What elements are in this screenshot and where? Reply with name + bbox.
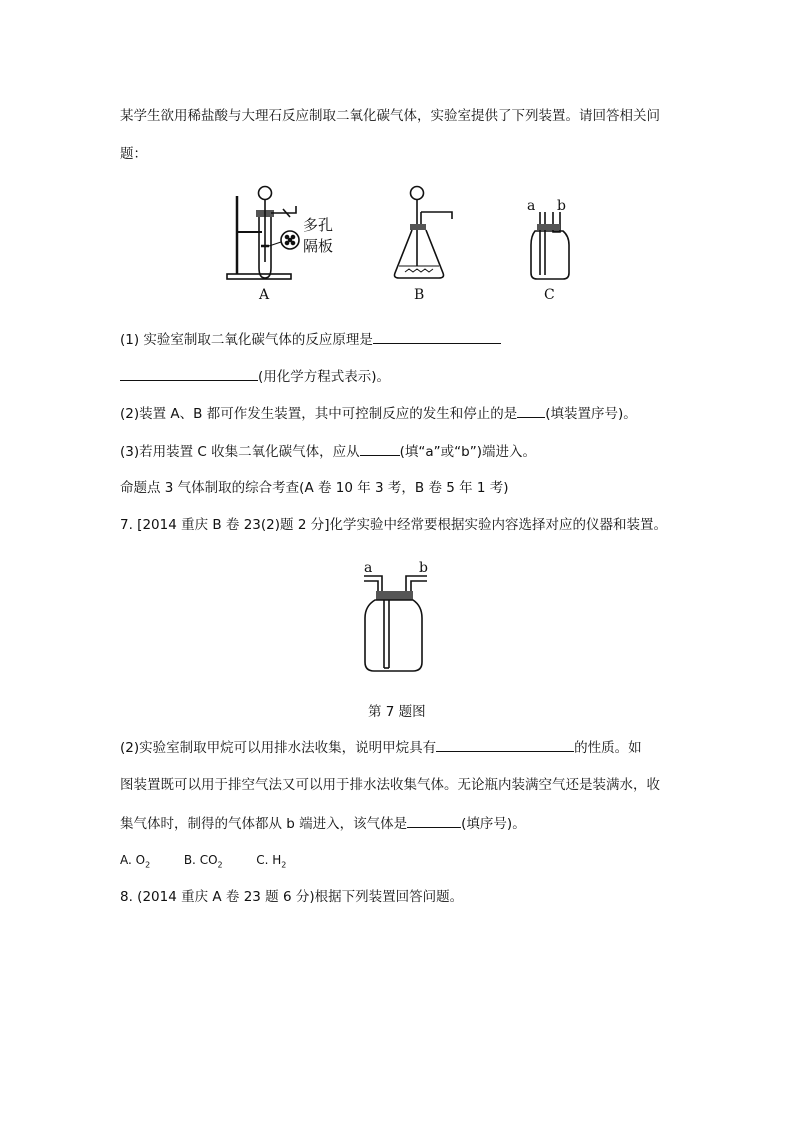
q7-p2-line-2: 图装置既可以用于排空气法又可以用于排水法收集气体。无论瓶内装满空气还是装满水，收 bbox=[120, 777, 660, 793]
q2-suffix: (填装置序号)。 bbox=[545, 406, 637, 422]
section-title: 命题点 3 气体制取的综合考查(A 卷 10 年 3 考，B 卷 5 年 1 考) bbox=[120, 480, 509, 496]
caption-a: A bbox=[259, 287, 270, 303]
caption-c: C bbox=[544, 287, 555, 303]
intro-line-2: 题： bbox=[120, 146, 147, 162]
q7-gas-bottle-drawing bbox=[364, 576, 427, 671]
q8-heading: 8. (2014 重庆 A 卷 23 题 6 分)根据下列装置回答问题。 bbox=[120, 889, 464, 905]
q7-heading: 7. [2014 重庆 B 卷 23(2)题 2 分]化学实验中经常要根据实验内容选择对应的仪器和装置。 bbox=[120, 517, 667, 533]
q7-p2-suffix: 的性质。如 bbox=[574, 740, 642, 756]
q7-options bbox=[120, 850, 286, 875]
port-b-label-c: b bbox=[557, 198, 566, 214]
q7-gas-blank[interactable] bbox=[407, 813, 461, 828]
q1-prefix: (1) 实验室制取二氧化碳气体的反应原理是 bbox=[120, 332, 373, 348]
q7-property-blank[interactable] bbox=[436, 737, 574, 752]
q7-p2-line-1 bbox=[120, 737, 642, 758]
q7-port-a-label: a bbox=[364, 560, 373, 576]
intro-line-1: 某学生欲用稀盐酸与大理石反应制取二氧化碳气体，实验室提供了下列装置。请回答相关问 bbox=[120, 108, 660, 124]
q2-text: (2)装置 A、B 都可作发生装置，其中可控制反应的发生和停止的是 bbox=[120, 406, 518, 422]
q3-suffix: (填“a”或“b”)端进入。 bbox=[399, 444, 536, 460]
perforated-label-1: 多孔 bbox=[303, 216, 334, 234]
q7-p2-line-3 bbox=[120, 813, 526, 834]
caption-b: B bbox=[414, 287, 425, 303]
perforated-label-2: 隔板 bbox=[303, 237, 334, 255]
q7-option-c: C. $H_2$ bbox=[256, 853, 287, 870]
q7-figure-caption: 第 7 题图 bbox=[368, 704, 426, 720]
q7-option-b: B. $CO_2$ bbox=[183, 853, 223, 870]
port-a-label-c: a bbox=[527, 198, 536, 214]
q7-option-a: A. $O_2$ bbox=[120, 853, 151, 870]
q7-p2-line3-suffix: (填序号)。 bbox=[461, 816, 526, 832]
q1-suffix: (用化学方程式表示)。 bbox=[258, 369, 391, 385]
q7-p2-line3-prefix: 集气体时，制得的气体都从 b 端进入，该气体是 bbox=[120, 816, 408, 832]
q7-p2-prefix: (2)实验室制取甲烷可以用排水法收集，说明甲烷具有 bbox=[120, 740, 437, 756]
q3-prefix: (3)若用装置 C 收集二氧化碳气体，应从 bbox=[120, 444, 360, 460]
q7-port-b-label: b bbox=[419, 560, 428, 576]
